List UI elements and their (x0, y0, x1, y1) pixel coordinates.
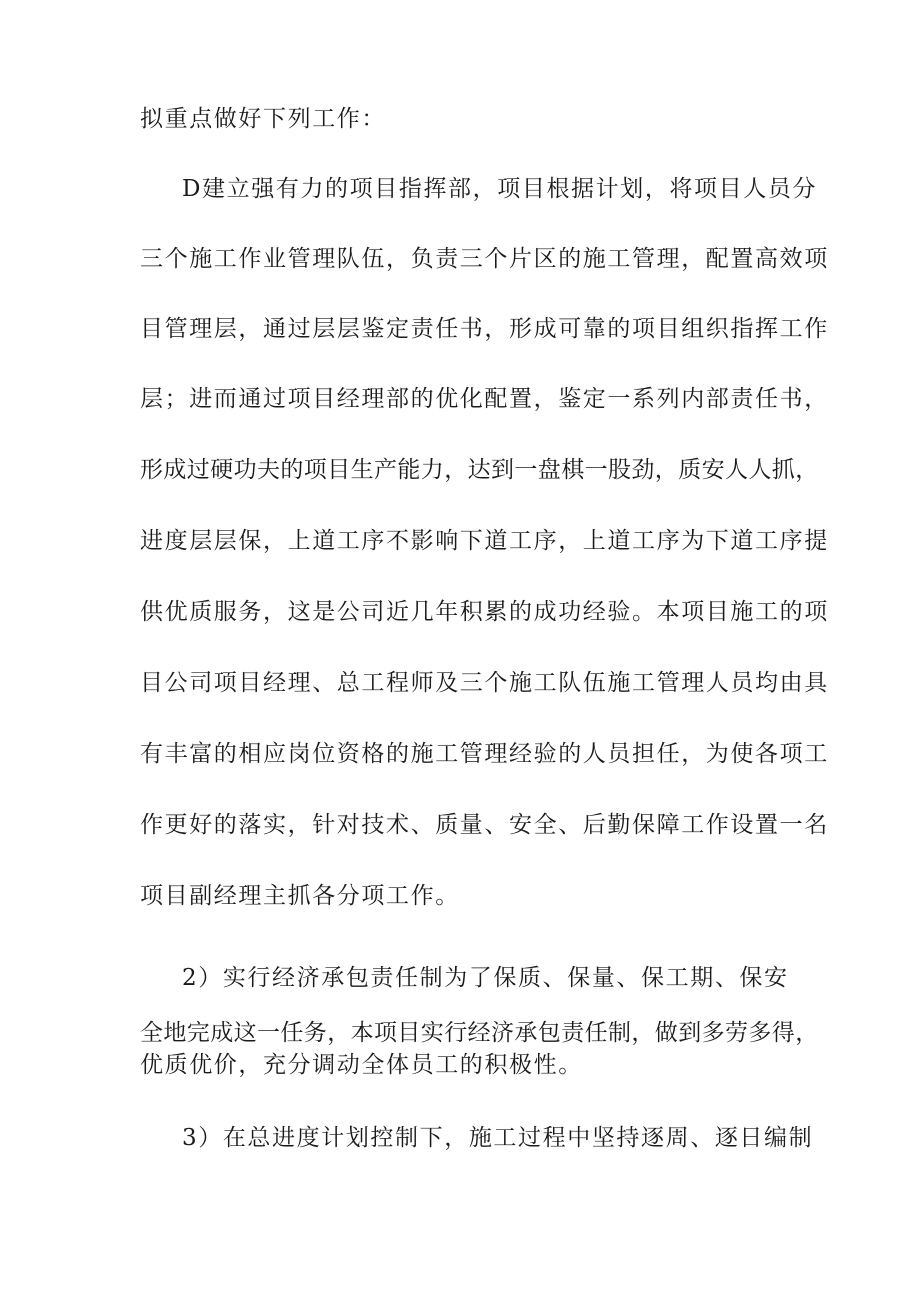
text-line: 进度层层保，上道工序不影响下道工序，上道工序为下道工序提 (140, 528, 829, 554)
text-line: 拟重点做好下列工作： (140, 106, 386, 132)
text-line: 目公司项目经理、总工程师及三个施工队伍施工管理人员均由具 (140, 670, 829, 696)
text-line: 目管理层，通过层层鉴定责任书，形成可靠的项目组织指挥工作 (140, 316, 829, 342)
text-line: 三个施工作业管理队伍，负责三个片区的施工管理，配置高效项 (140, 246, 829, 272)
text-line: 形成过硬功夫的项目生产能力，达到一盘棋一股劲，质安人人抓， (140, 457, 819, 483)
text-line: 项目副经理主抓各分项工作。 (140, 883, 460, 909)
paragraph-2-start: 2）实行经济承包责任制为了保质、保量、保工期、保安 (182, 965, 789, 991)
text-line: 供优质服务，这是公司近几年积累的成功经验。本项目施工的项 (140, 599, 829, 625)
text-line: 优质优价，充分调动全体员工的积极性。 (140, 1052, 583, 1078)
paragraph-1-start: D建立强有力的项目指挥部，项目根据计划，将项目人员分 (182, 176, 818, 202)
paragraph-3-start: 3）在总进度计划控制下，施工过程中坚持逐周、逐日编制 (182, 1125, 814, 1151)
text-line: 层；进而通过项目经理部的优化配置，鉴定一系列内部责任书， (140, 386, 829, 412)
text-line: 全地完成这一任务，本项目实行经济承包责任制，做到多劳多得， (140, 1020, 819, 1046)
text-line: 有丰富的相应岗位资格的施工管理经验的人员担任，为使各项工 (140, 741, 829, 767)
text-line: 作更好的落实，针对技术、质量、安全、后勤保障工作设置一名 (140, 812, 829, 838)
